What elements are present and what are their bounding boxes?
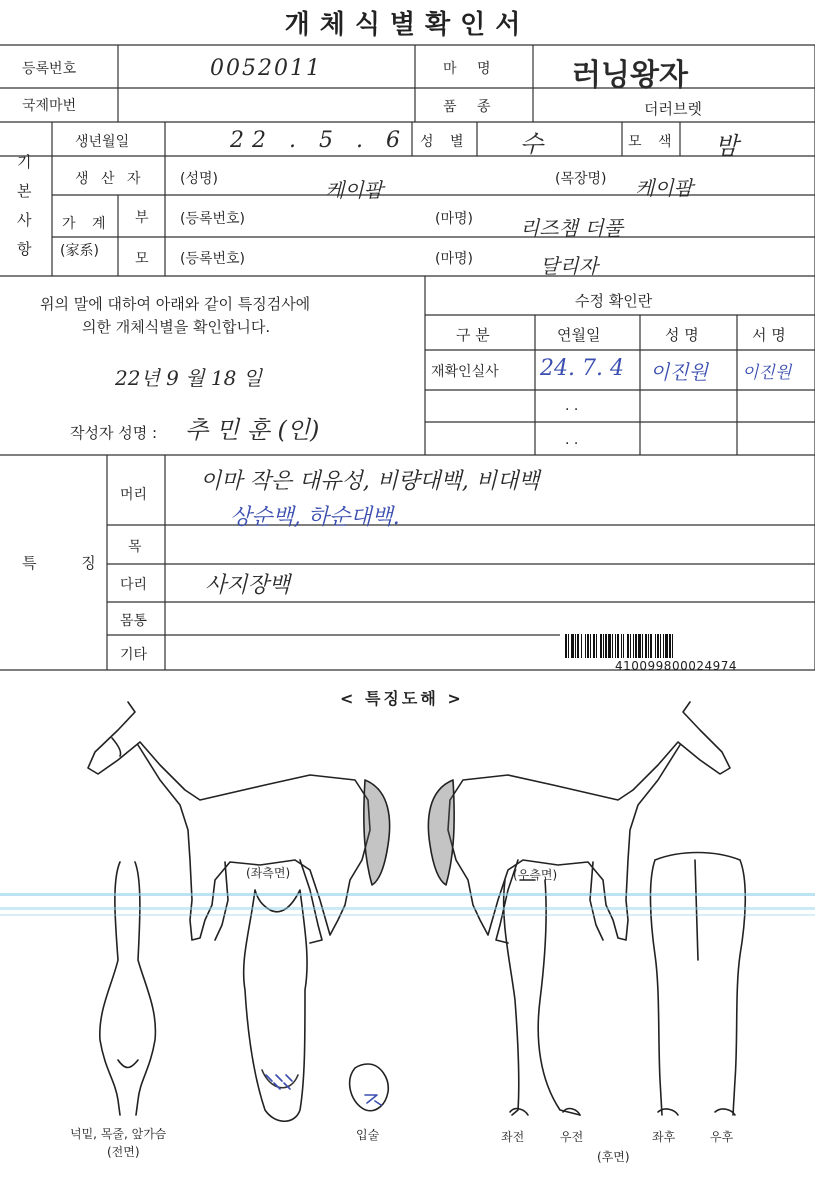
muzzle-view bbox=[350, 1064, 389, 1111]
leg-value: 사지장백 bbox=[205, 573, 291, 598]
breeder-name-value: 케이팜 bbox=[325, 178, 383, 202]
breeder-label: 생 산 자 bbox=[75, 171, 145, 187]
muzzle-caption: 입술 bbox=[356, 1128, 380, 1142]
confirm-date: 22년 9 월 18 일 bbox=[115, 366, 263, 390]
leg-label: 다리 bbox=[120, 577, 148, 593]
right-side-caption: (우측면) bbox=[513, 868, 558, 882]
revision-col-date: 연월일 bbox=[557, 326, 601, 344]
confirm-text-line2: 의한 개체식별을 확인합니다. bbox=[82, 318, 271, 336]
front-caption-2: (전면) bbox=[107, 1145, 140, 1159]
sex-value: 수 bbox=[520, 130, 544, 158]
rear-view-hind-legs bbox=[650, 853, 745, 1116]
document-title: 개체식별확인서 bbox=[284, 10, 531, 40]
head-line2: 상순백, 하순대백. bbox=[230, 505, 400, 530]
sire-reg-label: (등록번호) bbox=[180, 211, 246, 227]
sex-label: 성 별 bbox=[420, 134, 470, 150]
head-line1: 이마 작은 대유성, 비량대백, 비대백 bbox=[200, 469, 540, 494]
right-horse-tail bbox=[428, 780, 454, 885]
rear-right-hind-caption: 우후 bbox=[710, 1130, 734, 1144]
revision-col-type: 구 분 bbox=[456, 326, 490, 344]
pedigree-hanja: (家系) bbox=[60, 243, 99, 259]
front-caption-1: 넉밑, 목줄, 앞가슴 bbox=[70, 1127, 167, 1141]
revision-col-sign: 서 명 bbox=[752, 326, 786, 344]
farm-label: (목장명) bbox=[555, 171, 607, 187]
revision-row2-date: . . bbox=[565, 398, 579, 414]
intl-no-label: 국제마번 bbox=[22, 98, 77, 114]
breed-label: 품 종 bbox=[443, 99, 499, 115]
writer-value: 추 민 훈 (인) bbox=[185, 416, 320, 444]
horse-name-label: 마 명 bbox=[443, 61, 499, 77]
pedigree-label: 가 계 bbox=[62, 216, 112, 232]
color-label: 모 색 bbox=[628, 134, 678, 150]
head-label: 머리 bbox=[120, 487, 148, 503]
basic-section-label: 기본사항 bbox=[17, 153, 32, 258]
rear-right-front-caption: 우전 bbox=[560, 1130, 584, 1144]
revision-row1-date: 24. 7. 4 bbox=[540, 356, 624, 381]
diagram-title: < 특징도해 > bbox=[340, 689, 464, 708]
body-label: 몸통 bbox=[120, 613, 148, 629]
birth-label: 생년월일 bbox=[75, 134, 130, 150]
dam-name-value: 달리자 bbox=[540, 254, 598, 278]
rear-left-front-caption: 좌전 bbox=[501, 1130, 525, 1144]
revision-row1-type: 재확인실사 bbox=[431, 364, 499, 380]
dam-label: 모 bbox=[135, 251, 149, 267]
revision-col-name: 성 명 bbox=[665, 326, 699, 344]
rear-left-hind-caption: 좌후 bbox=[652, 1130, 676, 1144]
neck-label: 목 bbox=[128, 539, 142, 555]
writer-label: 작성자 성명 : bbox=[70, 424, 158, 442]
horse-name-value: 러닝왕자 bbox=[572, 58, 688, 93]
features-section-label: 특 징 bbox=[22, 554, 116, 572]
right-side-horse bbox=[448, 702, 730, 940]
revision-row3-date: . . bbox=[565, 432, 579, 448]
sire-name-label: (마명) bbox=[435, 211, 473, 227]
front-view-horse bbox=[100, 862, 156, 1115]
breeder-name-label: (성명) bbox=[180, 171, 218, 187]
revision-row1-sign: 이진원 bbox=[742, 363, 792, 383]
barcode-number: 410099800024974 bbox=[615, 659, 738, 673]
sire-name-value: 리즈챔 더풀 bbox=[520, 216, 623, 240]
birth-value: 22 . 5 . 6 bbox=[230, 128, 408, 153]
revision-header: 수정 확인란 bbox=[575, 292, 653, 310]
color-value: 밤 bbox=[715, 132, 739, 160]
sire-label: 부 bbox=[135, 210, 149, 226]
farm-value: 케이팜 bbox=[635, 176, 693, 200]
dam-name-label: (마명) bbox=[435, 251, 473, 267]
breed-value: 더러브렛 bbox=[644, 100, 702, 118]
dam-reg-label: (등록번호) bbox=[180, 251, 246, 267]
revision-row1-name: 이진원 bbox=[650, 360, 708, 384]
left-side-caption: (좌측면) bbox=[246, 866, 291, 880]
other-label: 기타 bbox=[120, 647, 148, 663]
reg-no-label: 등록번호 bbox=[22, 61, 77, 77]
reg-no-value: 0052011 bbox=[210, 56, 322, 81]
left-horse-tail bbox=[364, 780, 390, 885]
confirm-text-line1: 위의 말에 대하여 아래와 같이 특징검사에 bbox=[40, 295, 311, 313]
left-side-horse bbox=[88, 702, 370, 940]
rear-caption: (후면) bbox=[597, 1150, 630, 1164]
